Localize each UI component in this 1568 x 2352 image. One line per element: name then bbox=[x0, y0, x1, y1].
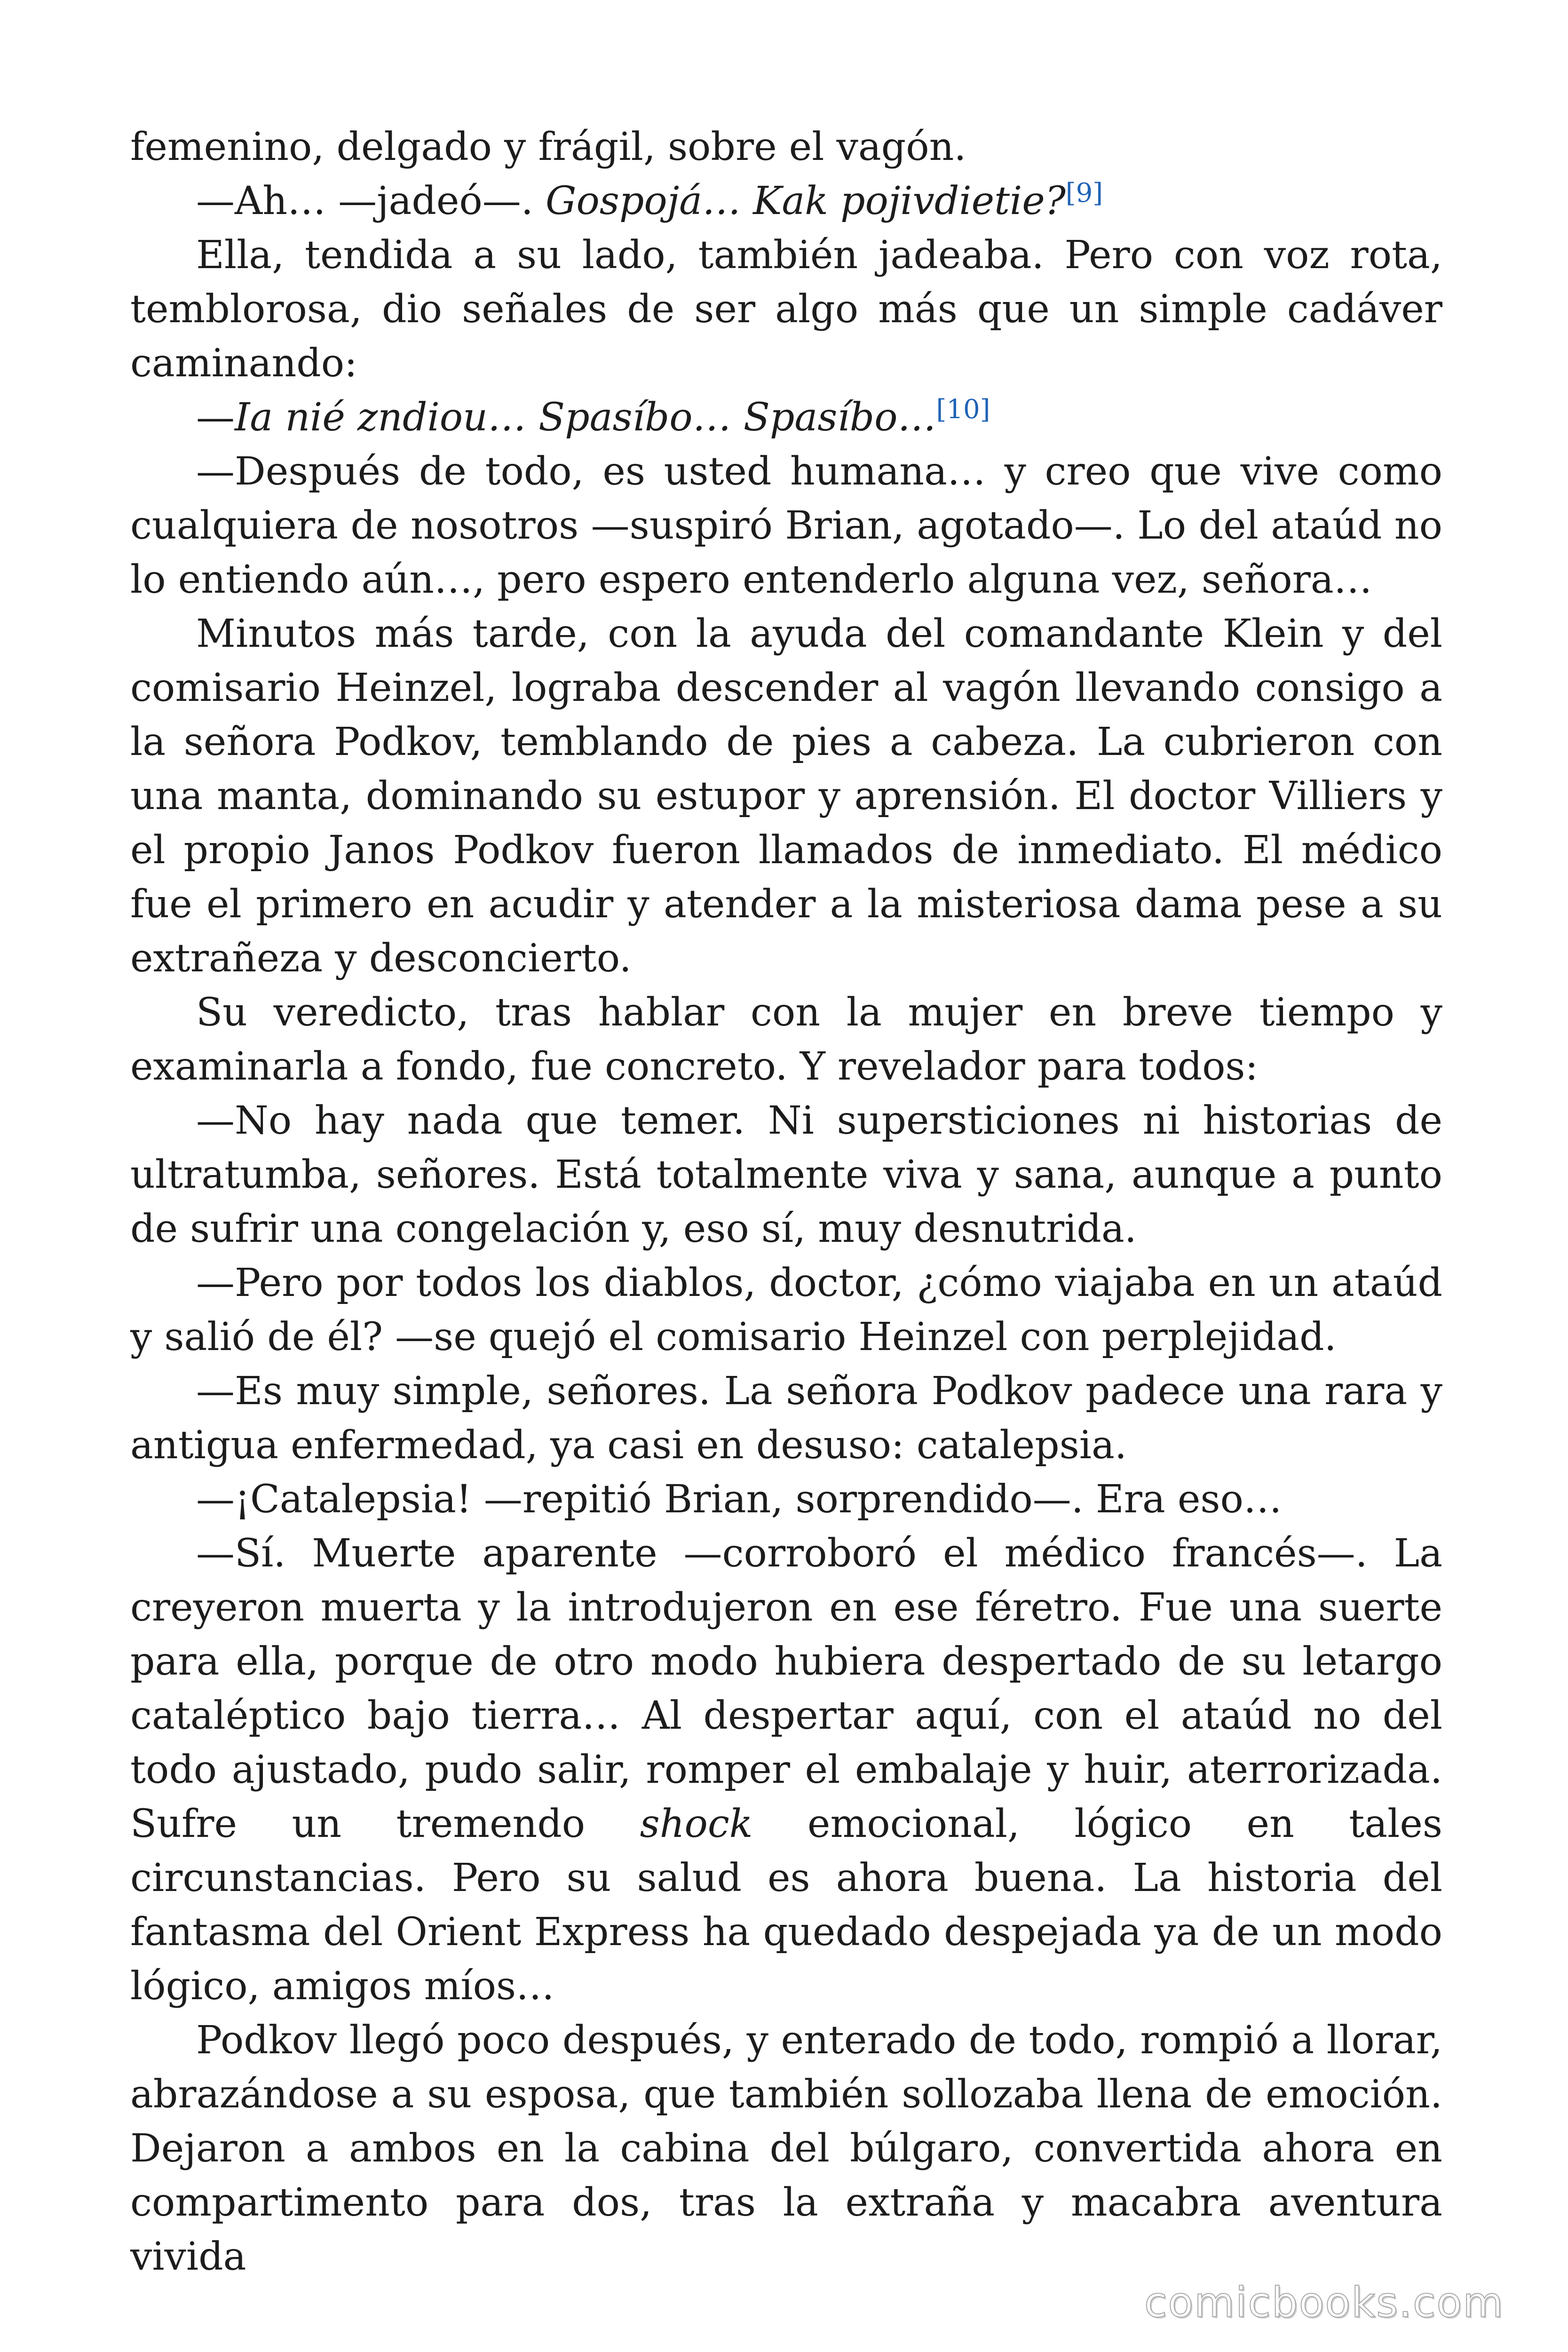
paragraph-text: —Ah… —jadeó—. bbox=[196, 179, 546, 223]
paragraph bbox=[130, 1094, 1442, 1256]
book-page-text bbox=[130, 120, 1442, 2284]
paragraph bbox=[130, 120, 1442, 174]
paragraph-text: —Pero por todos los diablos, doctor, ¿cómo viajaba en un ataúd y salió de él? —se quejó el comisario Heinzel con perplejidad. bbox=[130, 1261, 1442, 1359]
paragraph bbox=[130, 228, 1442, 390]
paragraph-text: Podkov llegó poco después, y enterado de todo, rompió a llorar, abrazándose a su esposa, que también sollozaba llena de emoción. Dejaron a ambos en la cabina del búlgaro, convertida ahora en compartimento para dos, tras la extraña y macabra aventura vivida bbox=[130, 2018, 1442, 2279]
footnote-link-10[interactable]: [10] bbox=[936, 394, 990, 425]
paragraph bbox=[130, 1472, 1442, 1526]
paragraph bbox=[130, 1256, 1442, 1364]
paragraph-text: —No hay nada que temer. Ni supersticiones ni historias de ultratumba, señores. Está totalmente viva y sana, aunque a punto de sufrir una congelación y, eso sí, muy desnutrida. bbox=[130, 1098, 1442, 1251]
paragraph-text: emocional, lógico en tales circunstancias. Pero su salud es ahora buena. La historia del fantasma del Orient Express ha quedado despejada ya de un modo lógico, amigos míos… bbox=[130, 1802, 1443, 2009]
italic-text: Ia nié zndiou… Spasíbo… Spasíbo… bbox=[235, 395, 936, 440]
paragraph bbox=[130, 174, 1442, 228]
paragraph bbox=[130, 607, 1442, 985]
paragraph bbox=[130, 445, 1442, 607]
paragraph-text: —Sí. Muerte aparente —corroboró el médico francés—. La creyeron muerta y la introdujeron en ese féretro. Fue una suerte para ella, porque de otro modo hubiera despertado de su letargo cataléptico bajo tierra… Al despertar aquí, con el ataúd no del todo ajustado, pudo salir, romper el embalaje y huir, aterrorizada. Sufre un tremendo bbox=[130, 1531, 1442, 1846]
paragraph bbox=[130, 2013, 1442, 2284]
italic-text: shock bbox=[640, 1802, 753, 1846]
paragraph-text: —Después de todo, es usted humana… y creo que vive como cualquiera de nosotros —suspiró Brian, agotado—. Lo del ataúd no lo entiendo aún…, pero espero entenderlo alguna vez, señora… bbox=[130, 449, 1442, 602]
paragraph bbox=[130, 1364, 1442, 1472]
paragraph bbox=[130, 1526, 1442, 2013]
paragraph-text: — bbox=[196, 395, 235, 440]
paragraph-text: Minutos más tarde, con la ayuda del comandante Klein y del comisario Heinzel, lograba descender al vagón llevando consigo a la señora Podkov, temblando de pies a cabeza. La cubrieron con una manta, dominando su estupor y aprensión. El doctor Villiers y el propio Janos Podkov fueron llamados de inmediato. El médico fue el primero en acudir y atender a la misteriosa dama pese a su extrañeza y desconcierto. bbox=[130, 612, 1442, 981]
watermark-logo: comicbooks.com bbox=[1144, 2278, 1504, 2327]
paragraph-text: Ella, tendida a su lado, también jadeaba. Pero con voz rota, temblorosa, dio señales de ser algo más que un simple cadáver caminando: bbox=[130, 233, 1442, 386]
paragraph-text: femenino, delgado y frágil, sobre el vagón. bbox=[130, 125, 966, 169]
paragraph-text: —¡Catalepsia! —repitió Brian, sorprendido—. Era eso… bbox=[196, 1477, 1282, 1522]
paragraph-text: —Es muy simple, señores. La señora Podkov padece una rara y antigua enfermedad, ya casi en desuso: catalepsia. bbox=[130, 1369, 1442, 1468]
italic-text: Gospojá… Kak pojivdietie? bbox=[545, 179, 1066, 223]
footnote-link-9[interactable]: [9] bbox=[1065, 178, 1103, 208]
paragraph bbox=[130, 985, 1442, 1094]
paragraph-text: Su veredicto, tras hablar con la mujer en breve tiempo y examinarla a fondo, fue concreto. Y revelador para todos: bbox=[130, 990, 1442, 1089]
paragraph bbox=[130, 390, 1442, 445]
